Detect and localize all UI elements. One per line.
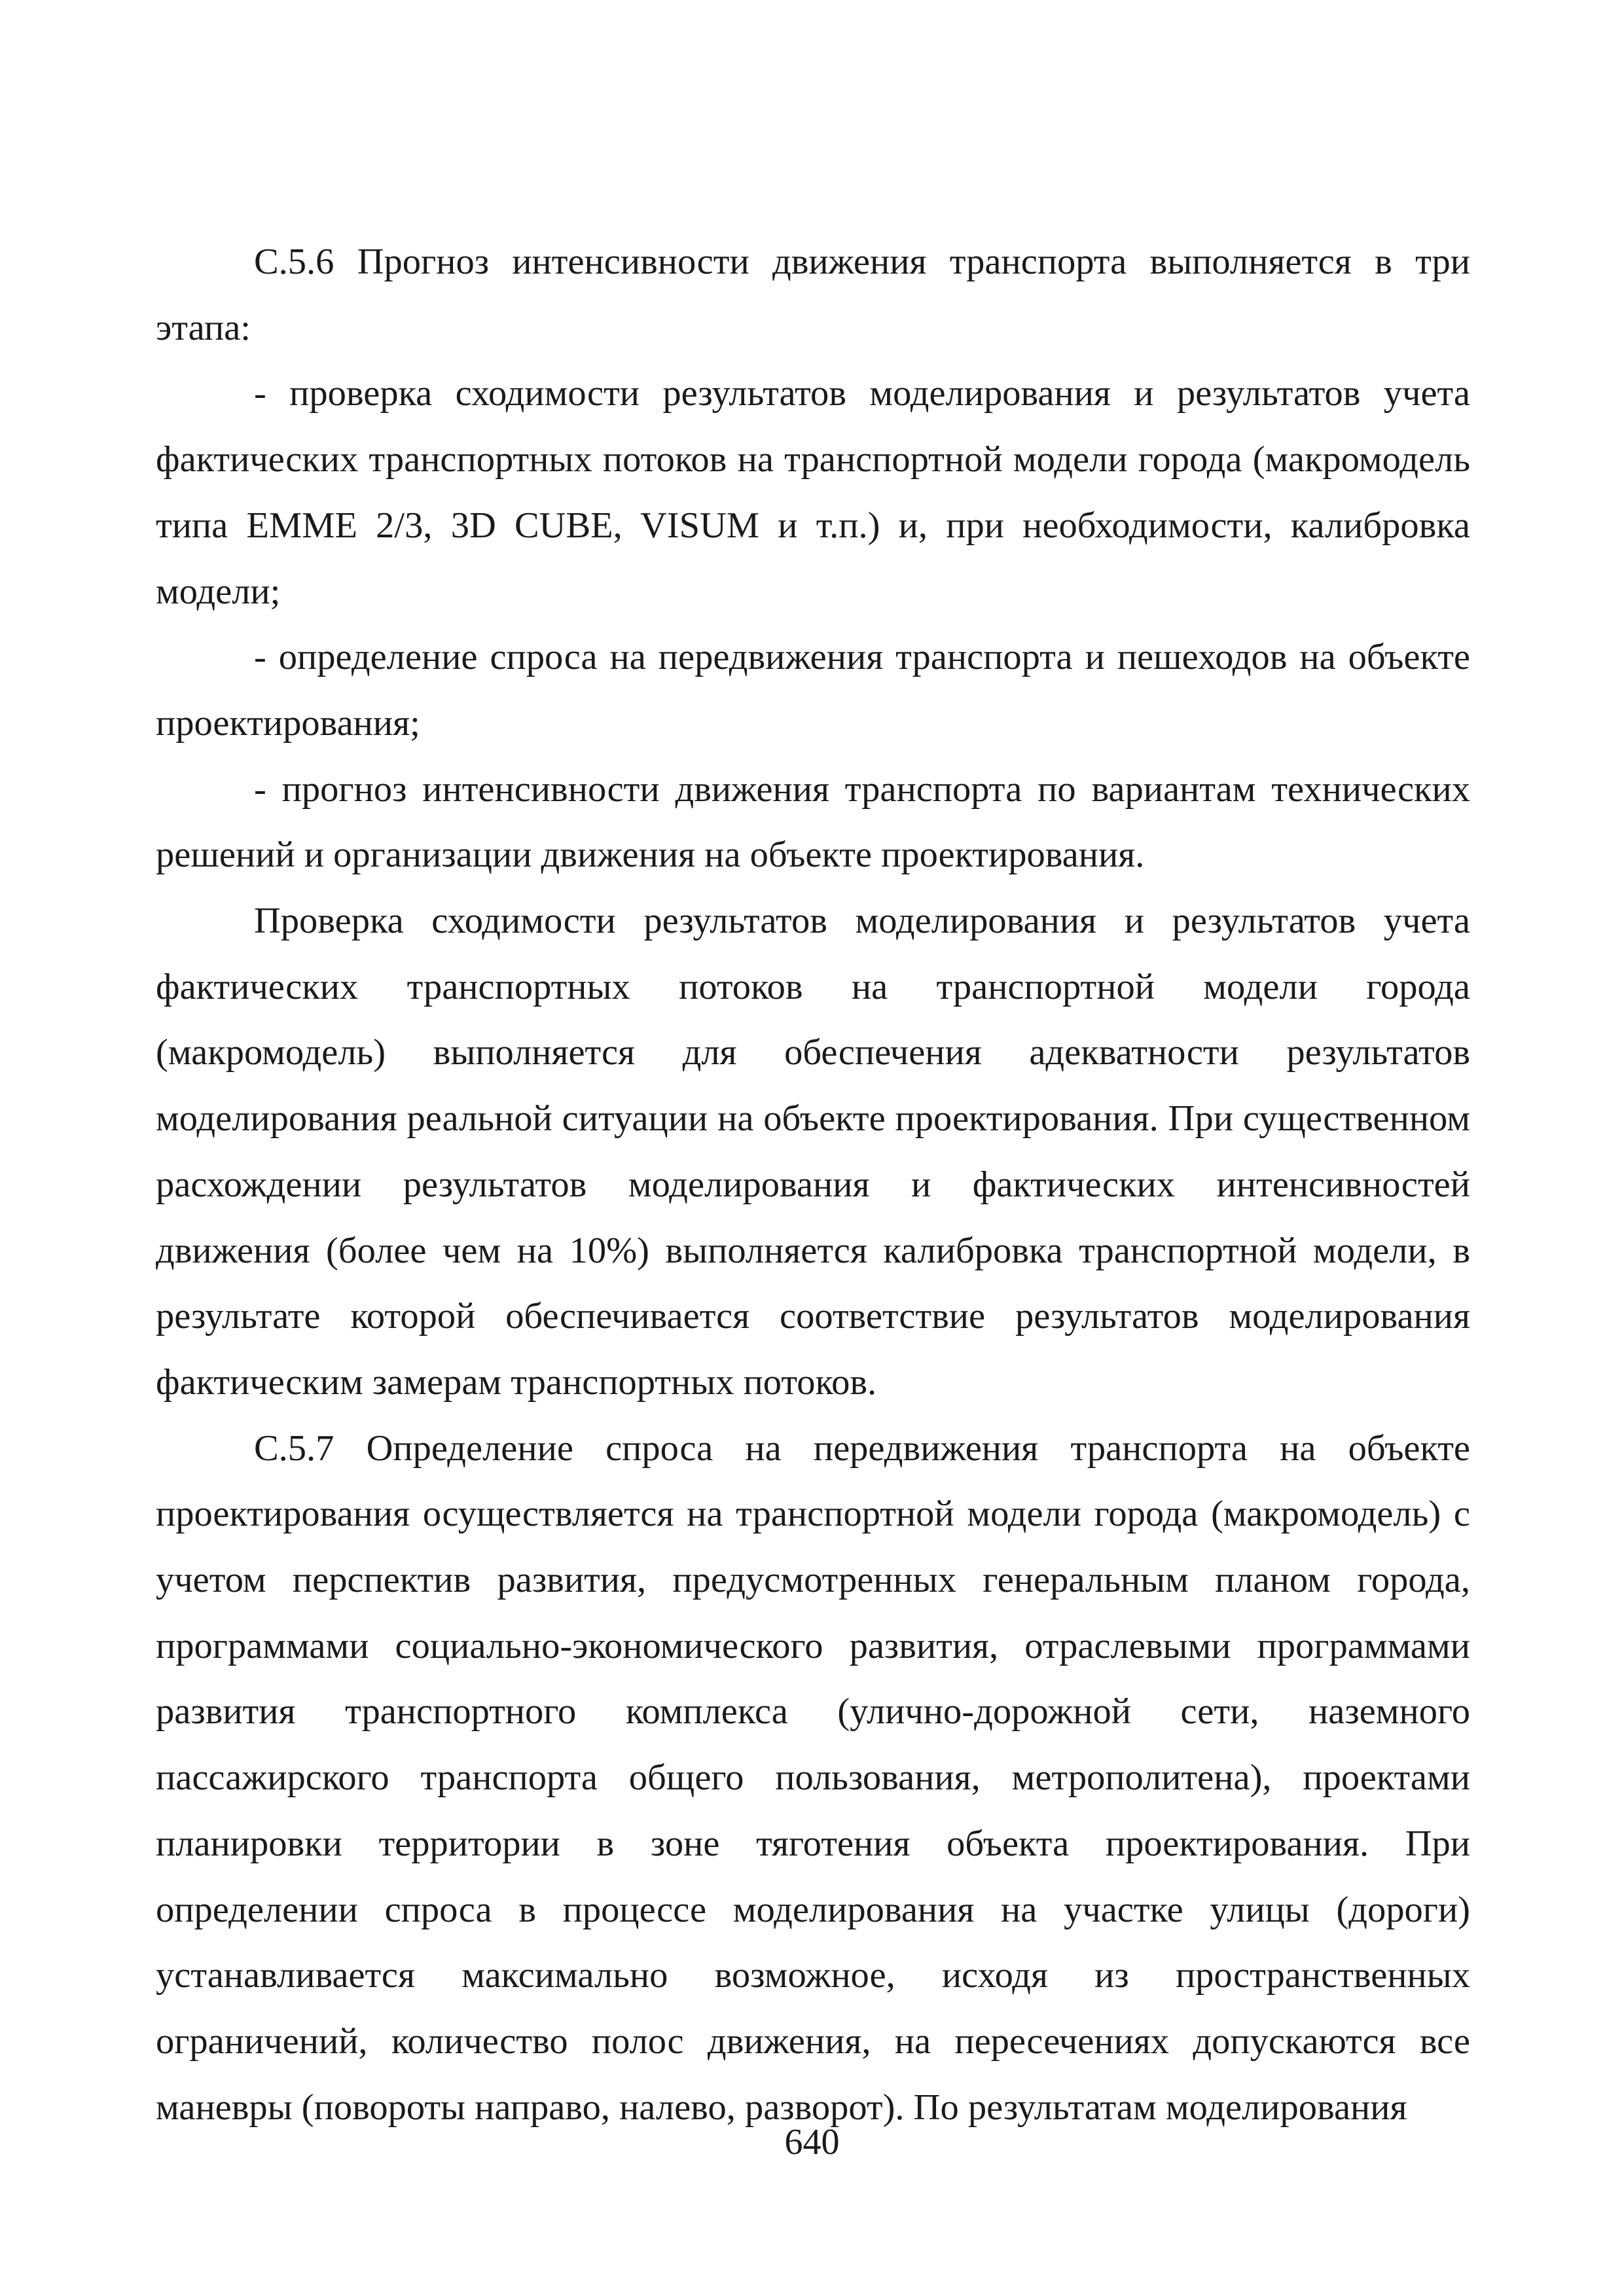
paragraph-c-5-6: С.5.6 Прогноз интенсивности движения транспорта выполняется в три этапа:	[156, 242, 1470, 348]
body-text	[156, 229, 1470, 2140]
list-item-intensity-forecast: - прогноз интенсивности движения транспорта по вариантам технических решений и организации движения на объекте проектирования.	[156, 768, 1470, 876]
list-item-demand-definition: - определение спроса на передвижения транспорта и пешеходов на объекте проектирования;	[156, 637, 1470, 744]
paragraph-convergence-check: Проверка сходимости результатов моделирования и результатов учета фактических транспортных потоков на транспортной модели города (макромодель) выполняется для обеспечения адекватности результатов моделирования реальной ситуации на объекте проектирования. При существенном расхождении результатов моделирования и фактических интенсивностей движения (более чем на 10%) выполняется калибровка транспортной модели, в результате которой обеспечивается соответствие результатов моделирования фактическим замерам транспортных потоков.	[156, 901, 1470, 1403]
paragraph-c-5-7: С.5.7 Определение спроса на передвижения транспорта на объекте проектирования осуществляется на транспортной модели города (макромодель) с учетом перспектив развития, предусмотренных генеральным планом города, программами социально-экономического развития, отраслевыми программами развития транспортного комплекса (улично-дорожной сети, наземного пассажирского транспорта общего пользования, метрополитена), проектами планировки территории в зоне тяготения объекта проектирования. При определении спроса в процессе моделирования на участке улицы (дороги) устанавливается максимально возможное, исходя из пространственных ограничений, количество полос движения, на пересечениях допускаются все маневры (повороты направо, налево, разворот). По результатам моделирования	[156, 1427, 1470, 2128]
page-number: 640	[784, 2122, 840, 2162]
list-item-convergence-check: - проверка сходимости результатов моделирования и результатов учета фактических транспортных потоков на транспортной модели города (макромодель типа EMME 2/3, 3D CUBE, VISUM и т.п.) и, при необходимости, калибровка модели;	[156, 373, 1470, 612]
